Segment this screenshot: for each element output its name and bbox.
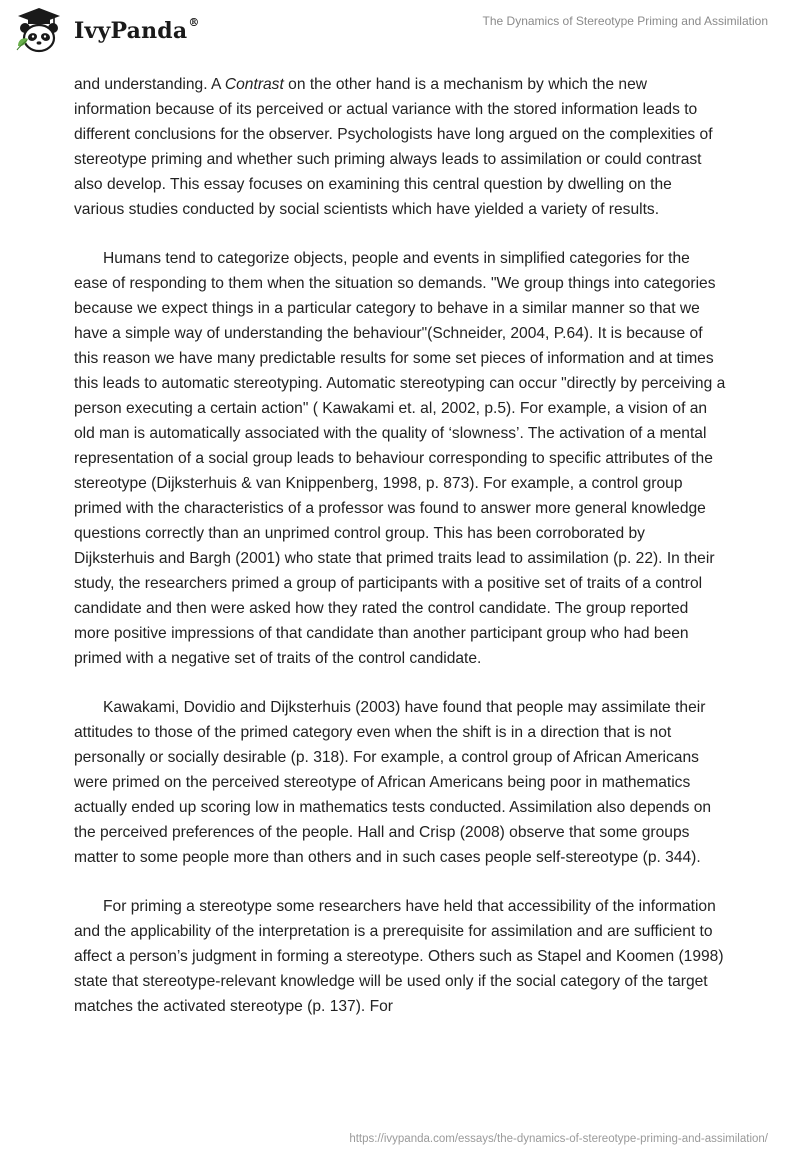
paragraph-1: and understanding. A Contrast on the other hand is a mechanism by which the new information because of its perceived or actual variance with the stored information leads to different conclusions for the observer. Psychologists have long argued on the complexities of stereotype priming and whether such priming always leads to assimilation or could contrast also develop. This essay focuses on examining this central question by dwelling on the various studies conducted by social scientists which have yielded a variety of results.	[74, 76, 713, 218]
panda-graduate-icon	[14, 6, 64, 56]
source-url-link[interactable]: https://ivypanda.com/essays/the-dynamics-of-stereotype-priming-and-assimilation/	[349, 1133, 768, 1145]
registered-mark: ®	[188, 16, 200, 29]
page-header	[0, 0, 800, 70]
paragraph-2: Humans tend to categorize objects, people and events in simplified categories for the ease of responding to them when the situation so demands. "We group things into categories because we expect things in a particular category to behave in a similar manner so that we have a simple way of understanding the behaviour"(Schneider, 2004, P.64). It is because of this reason we have many predictable results for some set pieces of information and at times this leads to automatic stereotyping. Automatic stereotyping can occur "directly by perceiving a person executing a certain action" ( Kawakami et. al, 2002, p.5). For example, a vision of an old man is automatically associated with the quality of ‘slowness’. The activation of a mental representation of a social group leads to behaviour corresponding to specific attributes of the stereotype (Dijksterhuis & van Knippenberg, 1998, p. 873). For example, a control group primed with the characteristics of a professor was found to answer more general knowledge questions correctly than an unprimed control group. This has been corroborated by Dijksterhuis and Bargh (2001) who state that primed traits lead to assimilation (p. 22). In their study, the researchers primed a group of participants with a positive set of traits of a control candidate and then were asked how they rated the control candidate. The group reported more positive impressions of that candidate than another participant group who had been primed with a negative set of traits of the control candidate.	[74, 250, 726, 667]
essay-body	[74, 72, 726, 1019]
contrast-term: Contrast	[224, 76, 284, 93]
brand-name: IvyPanda®	[74, 16, 200, 44]
document-title: The Dynamics of Stereotype Priming and Assimilation	[482, 14, 768, 28]
ivypanda-logo[interactable]	[14, 6, 200, 56]
paragraph-4: For priming a stereotype some researchers have held that accessibility of the information and the applicability of the interpretation is a prerequisite for assimilation and are sufficient to affect a person’s judgment in forming a stereotype. Others such as Stapel and Koomen (1998) state that stereotype-relevant knowledge will be used only if the social category of the target matches the activated stereotype (p. 137). For	[74, 898, 724, 1015]
paragraph-3: Kawakami, Dovidio and Dijksterhuis (2003) have found that people may assimilate their attitudes to those of the primed category even when the shift is in a direction that is not personally or socially desirable (p. 318). For example, a control group of African Americans were primed on the perceived stereotype of African Americans being poor in mathematics actually ended up scoring low in mathematics tests conducted. Assimilation also depends on the perceived preferences of the people. Hall and Crisp (2008) observe that some groups matter to some people more than others and in such cases people self-stereotype (p. 344).	[74, 699, 712, 866]
